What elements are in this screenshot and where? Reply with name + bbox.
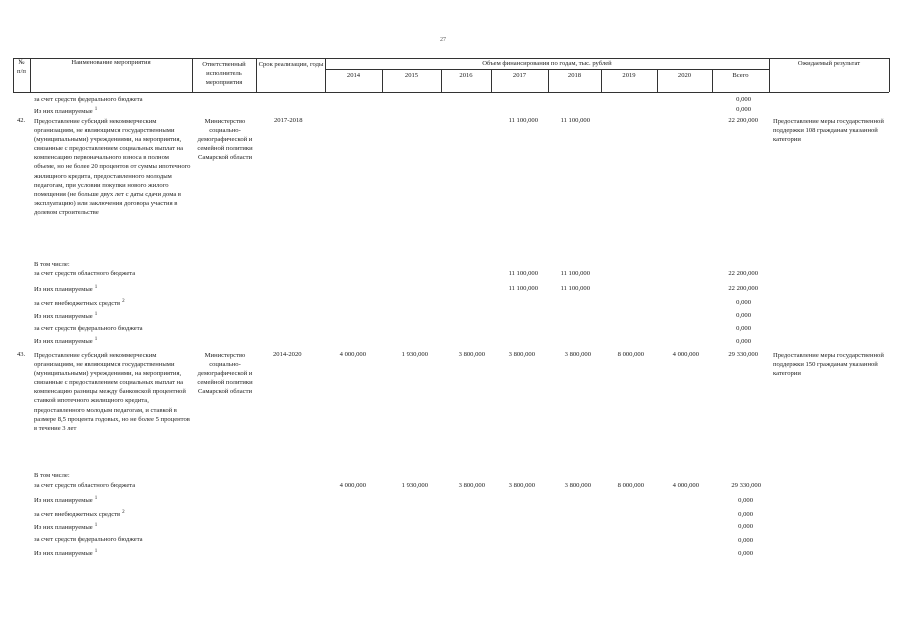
item43-row-total: 0,000 xyxy=(738,511,753,518)
item43-row-total: 0,000 xyxy=(738,537,753,544)
header-responsible: Ответственный исполнитель мероприятия xyxy=(202,61,246,87)
item42-name: Предоставление субсидий некоммерческим организациям, не являющимся государственными (муниципальными) учреждениями, на мероприятия, связанные с предоставлением социальных выплат на компенсацию первоначального взноса в полном объеме, но не более 20 процентов от суммы ипотечного жилищного кредита, предоставленного молодым педагогам, при условии покупки нового жилого помещения (не больше двух лет с даты сдачи дома в эксплуатацию) или заключения договора участия в долевом строительстве xyxy=(34,118,191,216)
item43-incl: В том числе: xyxy=(34,472,70,479)
item42-value-2018: 11 100,000 xyxy=(560,117,590,124)
header-period: Срок реализации, годы xyxy=(258,61,324,68)
item43-row-2014: 4 000,000 xyxy=(339,482,366,489)
item42-row-total: 22 200,000 xyxy=(728,270,758,277)
item43-value-2020: 4 000,000 xyxy=(672,351,699,358)
top-row-total: 0,000 xyxy=(736,96,751,103)
item43-row-total: 0,000 xyxy=(738,523,753,530)
item43-value-2014: 4 000,000 xyxy=(339,351,366,358)
item43-value-2018: 3 800,000 xyxy=(564,351,591,358)
item43-row-label: Из них планируемые $^1$ xyxy=(34,496,98,505)
header-funding: Объем финансирования по годам, тыс. рублей xyxy=(482,60,612,67)
header-num-2: п/п xyxy=(17,68,26,75)
header-year-2020: 2020 xyxy=(677,72,692,79)
item42-row-2018: 11 100,000 xyxy=(560,270,590,277)
item43-row-2020: 4 000,000 xyxy=(672,482,699,489)
item42-total: 22 200,000 xyxy=(728,117,758,124)
item42-row-label: Из них планируемые $^1$ xyxy=(34,312,98,321)
item43-row-total: 29 330,000 xyxy=(731,482,761,489)
header-year-2016: 2016 xyxy=(459,72,473,79)
item42-row-total: 0,000 xyxy=(736,325,751,332)
item42-row-label: Из них планируемые $^1$ xyxy=(34,337,98,346)
item42-responsible: Министерство социально-демографической и семейной политики Самарской области xyxy=(197,118,253,162)
item42-row-2018: 11 100,000 xyxy=(560,285,590,292)
header-year-2019: 2019 xyxy=(622,72,636,79)
item42-row-label: Из них планируемые $^1$ xyxy=(34,285,98,294)
item43-row-2017: 3 800,000 xyxy=(508,482,535,489)
item43-total: 29 330,000 xyxy=(728,351,758,358)
header-year-2014: 2014 xyxy=(346,72,361,79)
top-row-total: 0,000 xyxy=(736,106,751,113)
item42-incl: В том числе: xyxy=(34,261,70,268)
item43-row-total: 0,000 xyxy=(738,550,753,557)
header-result: Ожидаемый результат xyxy=(797,60,861,67)
item42-value-2017: 11 100,000 xyxy=(508,117,538,124)
item42-result: Предоставление меры государственной поддержки 108 гражданам указанной категории xyxy=(773,118,884,144)
item43-period: 2014-2020 xyxy=(273,351,302,358)
col-line xyxy=(256,58,257,92)
item43-row-2018: 3 800,000 xyxy=(564,482,591,489)
item43-row-label: за счет средств федерального бюджета xyxy=(34,536,143,543)
item43-row-2016: 3 800,000 xyxy=(458,482,485,489)
item42-row-2017: 11 100,000 xyxy=(508,270,538,277)
item42-number: 42. xyxy=(17,117,26,124)
item42-row-2017: 11 100,000 xyxy=(508,285,538,292)
header-name: Наименование мероприятия xyxy=(71,59,151,66)
item43-row-label: за счет средств областного бюджета xyxy=(34,482,136,489)
item43-row-label: за счет внебюджетных средств $^2$ xyxy=(34,510,125,519)
top-row-label: за счет средств федерального бюджета xyxy=(34,96,143,103)
item43-row-2015: 1 930,000 xyxy=(401,482,428,489)
item43-result: Предоставление меры государственной поддержки 150 гражданам указанной категории xyxy=(773,352,884,378)
item42-row-label: за счет средств федерального бюджета xyxy=(34,325,143,332)
item43-value-2019: 8 000,000 xyxy=(617,351,644,358)
header-year-2017: 2017 xyxy=(512,72,527,79)
item42-row-total: 0,000 xyxy=(736,312,751,319)
item43-row-label: Из них планируемые $^1$ xyxy=(34,523,98,532)
item42-period: 2017-2018 xyxy=(274,117,303,124)
item43-value-2016: 3 800,000 xyxy=(458,351,485,358)
item43-row-label: Из них планируемые $^1$ xyxy=(34,549,98,558)
col-line xyxy=(192,58,193,92)
header-year-2015: 2015 xyxy=(404,72,419,79)
top-row-label: Из них планируемые $^1$ xyxy=(34,107,98,116)
item43-row-total: 0,000 xyxy=(738,497,753,504)
header-total: Всего xyxy=(732,72,749,79)
item43-number: 43. xyxy=(17,351,26,358)
item43-value-2017: 3 800,000 xyxy=(508,351,535,358)
page-number: 27 xyxy=(440,37,446,43)
item43-value-2015: 1 930,000 xyxy=(401,351,428,358)
header-year-2018: 2018 xyxy=(567,72,582,79)
col-line xyxy=(889,58,890,92)
item43-name: Предоставление субсидий некоммерческим организациям, не являющимся государственными (муниципальными) учреждениями, на мероприятия, связанные с предоставлением социальных выплат на компенсацию разницы между банковской процентной ставкой ипотечного жилищного кредита, предоставленного молодым педагогам, и ставкой в размере 8,5 процента годовых, но не более 5 процентов в течение 3 лет xyxy=(34,352,190,432)
item43-responsible: Министерство социально-демографической и семейной политики Самарской области xyxy=(197,352,253,396)
header-num: № xyxy=(18,59,25,66)
item42-row-total: 0,000 xyxy=(736,299,751,306)
item42-row-total: 22 200,000 xyxy=(728,285,758,292)
item42-row-label: за счет внебюджетных средств $^2$ xyxy=(34,299,125,308)
header-bottom-border xyxy=(13,92,889,93)
item42-row-label: за счет средств областного бюджета xyxy=(34,270,136,277)
item43-row-2019: 8 000,000 xyxy=(617,482,644,489)
item42-row-total: 0,000 xyxy=(736,338,751,345)
header-years-border xyxy=(325,69,769,70)
